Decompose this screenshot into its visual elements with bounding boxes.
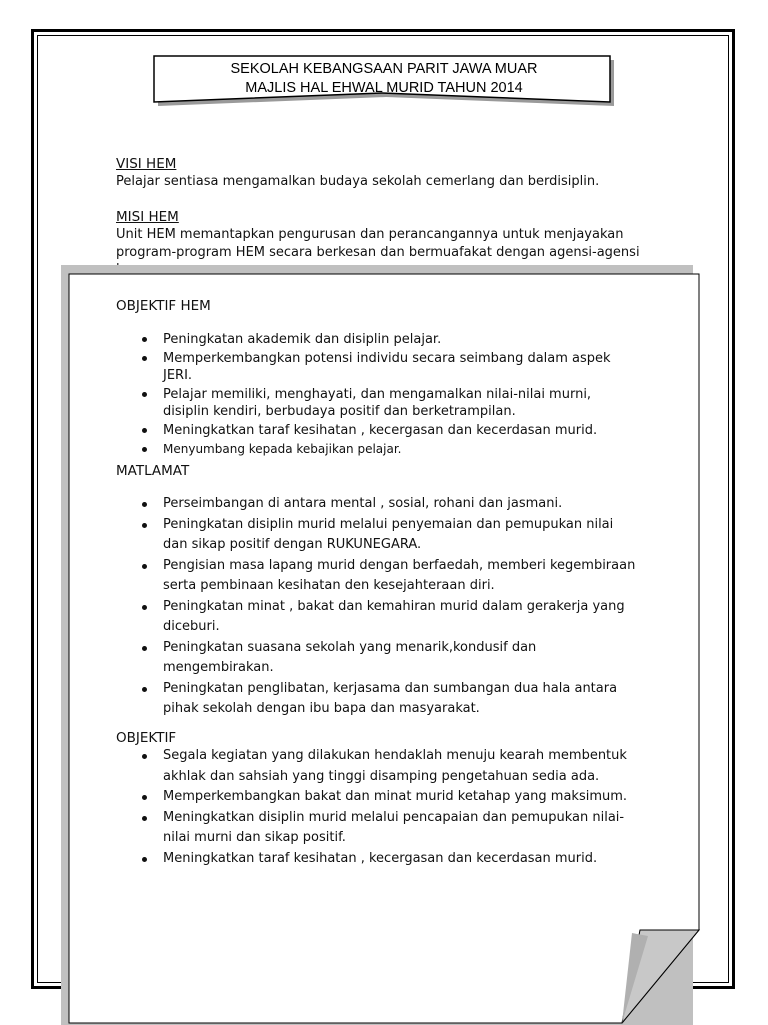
objektif-hem-title: OBJEKTIF HEM (116, 298, 211, 314)
objektif-hem-item: Memperkembangkan potensi individu secara seimbang dalam aspek JERI. (116, 350, 636, 384)
matlamat-item: Pengisian masa lapang murid dengan berfaedah, memberi kegembiraan serta pembinaan kesihatan den kesejahteraan diri. (116, 556, 641, 597)
header-council-title: MAJLIS HAL EHWAL MURID TAHUN 2014 (245, 80, 523, 96)
matlamat-item: Peningkatan penglibatan, kerjasama dan sumbangan dua hala antara pihak sekolah dengan ibu bapa dan masyarakat. (116, 679, 641, 720)
objektif-item: Memperkembangkan bakat dan minat murid ketahap yang maksimum. (116, 787, 641, 808)
objektif-hem-item: Peningkatan akademik dan disiplin pelajar. (116, 331, 636, 348)
objektif-hem-section (116, 298, 656, 460)
objektif-item: Segala kegiatan yang dilakukan hendaklah menuju kearah membentuk akhlak dan sahsiah yang tinggi disamping pengetahuan sedia ada. (116, 746, 641, 787)
objektif-item: Meningkatkan disiplin murid melalui pencapaian dan pemupukan nilai-nilai murni dan sikap positif. (116, 808, 641, 849)
objektif-hem-item: Meningkatkan taraf kesihatan , kecergasan dan kecerdasan murid. (116, 422, 636, 439)
header-school-name: SEKOLAH KEBANGSAAN PARIT JAWA MUAR (230, 61, 538, 77)
objektif-title: OBJEKTIF (116, 730, 177, 746)
misi-text-line: program-program HEM secara berkesan dan bermuafakat dengan agensi-agensi (116, 244, 640, 260)
matlamat-item: Peningkatan minat , bakat dan kemahiran murid dalam gerakerja yang diceburi. (116, 597, 641, 638)
matlamat-title: MATLAMAT (116, 463, 190, 479)
objektif-item: Meningkatkan taraf kesihatan , kecergasan dan kecerdasan murid. (116, 849, 641, 870)
visi-title: VISI HEM (116, 156, 177, 172)
objektif-section (116, 730, 656, 869)
matlamat-item: Peningkatan suasana sekolah yang menarik,kondusif dan mengembirakan. (116, 638, 641, 679)
matlamat-item: Peningkatan disiplin murid melalui penyemaian dan pemupukan nilai dan sikap positif dengan RUKUNEGARA. (116, 515, 641, 556)
objektif-hem-item: Pelajar memiliki, menghayati, dan mengamalkan nilai-nilai murni, disiplin kendiri, berbudaya positif dan berketrampilan. (116, 386, 636, 420)
misi-text-line: Unit HEM memantapkan pengurusan dan perancangannya untuk menjayakan (116, 227, 624, 242)
objektif-hem-item: Menyumbang kepada kebajikan pelajar. (116, 441, 636, 458)
matlamat-section (116, 463, 656, 720)
matlamat-item: Perseimbangan di antara mental , sosial, rohani dan jasmani. (116, 494, 641, 515)
misi-title: MISI HEM (116, 209, 179, 225)
visi-text: Pelajar sentiasa mengamalkan budaya sekolah cemerlang dan berdisiplin. (116, 174, 600, 189)
